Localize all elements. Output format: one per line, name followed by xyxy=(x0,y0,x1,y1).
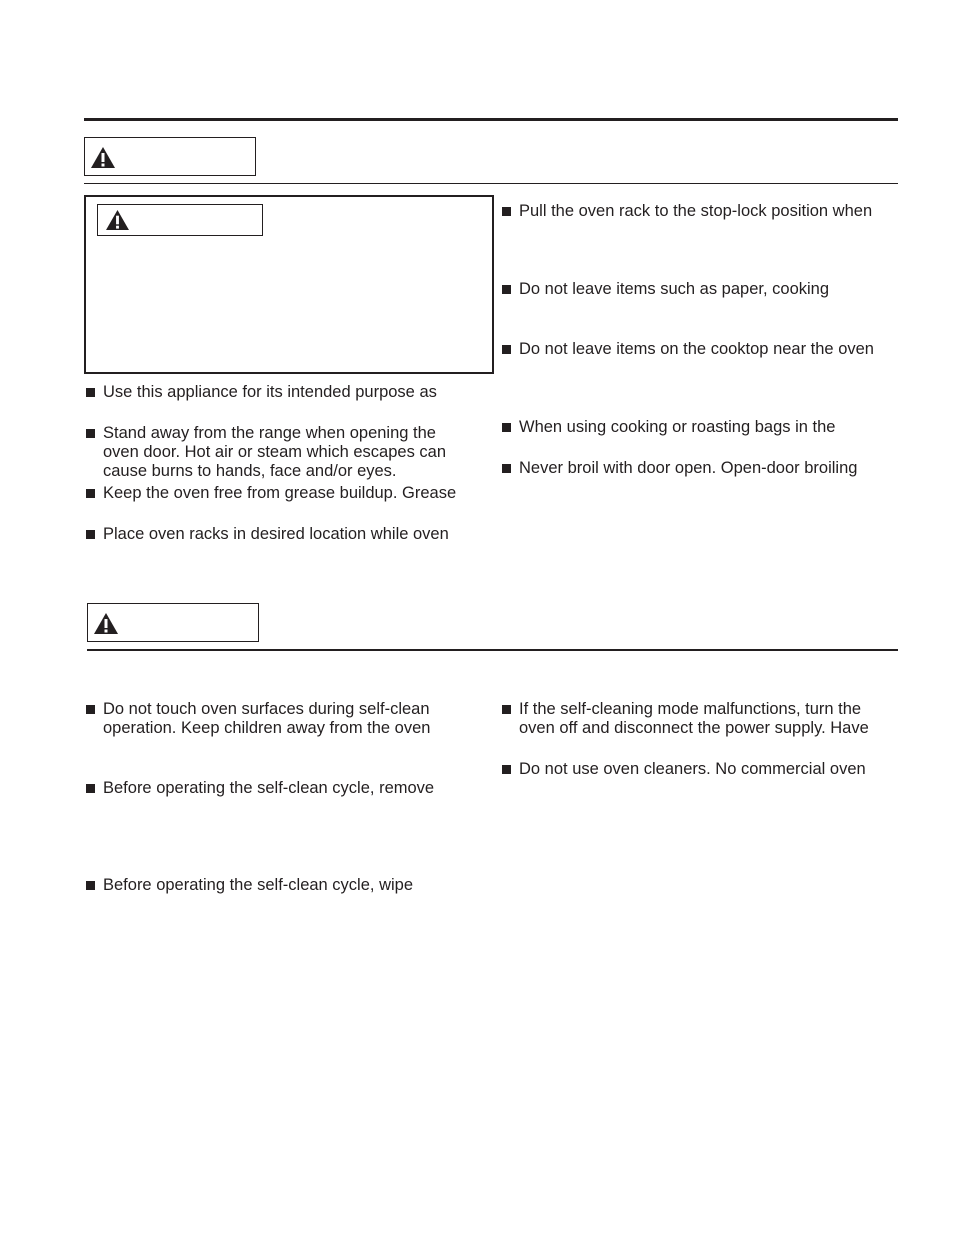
bullet-square-icon xyxy=(502,345,511,354)
list-item: Use this appliance for its intended purpose as xyxy=(86,383,437,402)
bullet-square-icon xyxy=(86,388,95,397)
bullet-square-icon xyxy=(502,423,511,432)
list-item: Never broil with door open. Open-door broiling xyxy=(502,459,857,478)
bullet-square-icon xyxy=(502,765,511,774)
list-item: Do not use oven cleaners. No commercial oven xyxy=(502,760,866,779)
bullet-square-icon xyxy=(86,705,95,714)
list-item: Do not touch oven surfaces during self-clean operation. Keep children away from the oven xyxy=(86,700,430,738)
oven-section-divider xyxy=(84,183,898,184)
list-item: Before operating the self-clean cycle, wipe xyxy=(86,876,413,895)
bullet-square-icon xyxy=(86,784,95,793)
selfclean-section-divider xyxy=(87,649,898,651)
bullet-square-icon xyxy=(86,881,95,890)
bullet-square-icon xyxy=(502,207,511,216)
list-item: When using cooking or roasting bags in the xyxy=(502,418,835,437)
top-rule xyxy=(84,118,898,121)
bullet-square-icon xyxy=(502,285,511,294)
list-item: If the self-cleaning mode malfunctions, turn the oven off and disconnect the power supply. Have xyxy=(502,700,869,738)
bullet-square-icon xyxy=(86,429,95,438)
bullet-square-icon xyxy=(86,489,95,498)
list-item: Before operating the self-clean cycle, remove xyxy=(86,779,434,798)
list-item: Do not leave items on the cooktop near the oven xyxy=(502,340,874,359)
selfclean-warning-label-box xyxy=(87,603,259,642)
warning-triangle-icon xyxy=(90,146,116,169)
list-item: Pull the oven rack to the stop-lock position when xyxy=(502,202,872,221)
bullet-square-icon xyxy=(502,464,511,473)
list-item: Place oven racks in desired location while oven xyxy=(86,525,449,544)
bullet-square-icon xyxy=(86,530,95,539)
list-item: Keep the oven free from grease buildup. Grease xyxy=(86,484,456,503)
warning-triangle-icon xyxy=(93,612,119,635)
oven-warning-label-box xyxy=(84,137,256,176)
boxed-warning-label-box xyxy=(97,204,263,236)
warning-triangle-icon xyxy=(105,209,130,231)
list-item: Stand away from the range when opening the oven door. Hot air or steam which escapes can cause burns to hands, face and/or eyes. xyxy=(86,424,446,481)
list-item: Do not leave items such as paper, cooking xyxy=(502,280,829,299)
bullet-square-icon xyxy=(502,705,511,714)
